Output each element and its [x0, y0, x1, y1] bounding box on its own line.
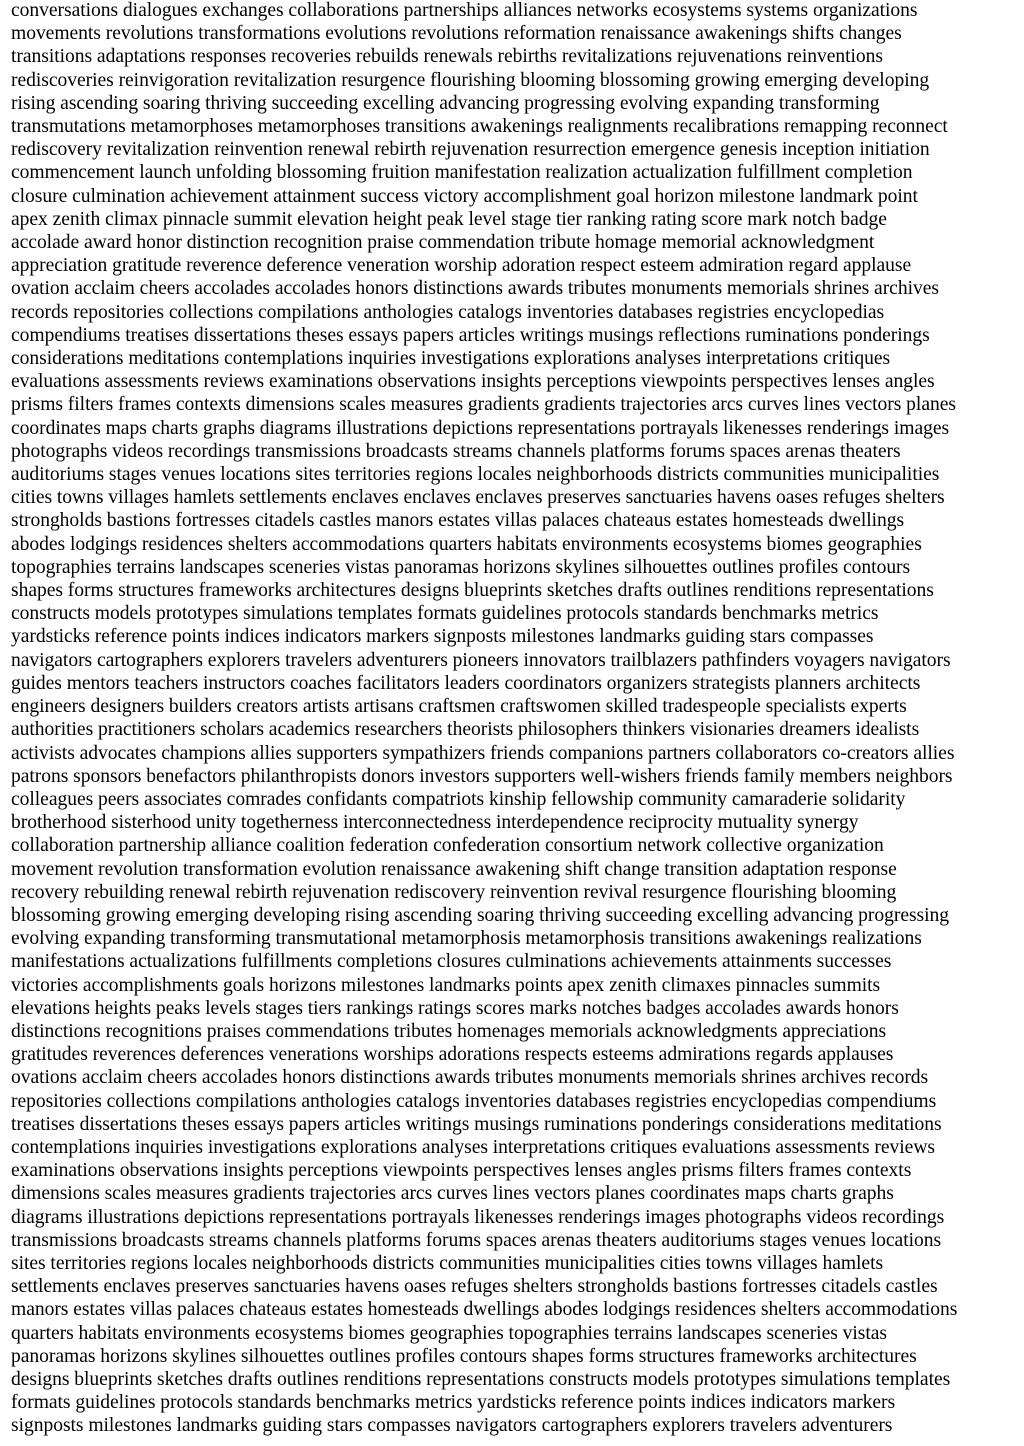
text-line: transitions adaptations responses recoveries rebuilds renewals rebirths revitalizations rejuvenations reinventions [11, 46, 883, 68]
text-line: closure culmination achievement attainment success victory accomplishment goal horizon milestone landmark point [11, 185, 918, 207]
text-line: prisms filters frames contexts dimensions scales measures gradients gradients trajectories arcs curves lines vectors planes [11, 394, 956, 416]
text-line: contemplations inquiries investigations explorations analyses interpretations critiques evaluations assessments reviews [11, 1136, 936, 1158]
text-line: engineers designers builders creators artists artisans craftsmen craftswomen skilled tradespeople specialists experts [11, 696, 907, 718]
text-line: rediscoveries reinvigoration revitalization resurgence flourishing blooming blossoming growing emerging developing [11, 69, 930, 91]
text-line: cities towns villages hamlets settlements enclaves enclaves enclaves preserves sanctuaries havens oases refuges shelters [11, 487, 945, 509]
text-line: ovations acclaim cheers accolades honors distinctions awards tributes monuments memorials shrines archives records [11, 1067, 929, 1089]
text-line: compendiums treatises dissertations theses essays papers articles writings musings reflections ruminations ponderings [11, 324, 930, 346]
text-line: authorities practitioners scholars academics researchers theorists philosophers thinkers visionaries dreamers idealists [11, 719, 920, 741]
text-line: blossoming growing emerging developing rising ascending soaring thriving succeeding excelling advancing progressing [11, 904, 950, 926]
text-line: ovation acclaim cheers accolades accolades honors distinctions awards tributes monuments memorials shrines archives [11, 278, 939, 300]
text-line: movements revolutions transformations evolutions revolutions reformation renaissance awakenings shifts changes [11, 23, 902, 45]
text-line: transmissions broadcasts streams channels platforms forums spaces arenas theaters auditoriums stages venues locations [11, 1229, 942, 1251]
text-line: settlements enclaves preserves sanctuaries havens oases refuges shelters strongholds bastions fortresses citadels castles [11, 1276, 938, 1298]
text-line: signposts milestones landmarks guiding stars compasses navigators cartographers explorers travelers adventurers [11, 1415, 893, 1437]
text-line: records repositories collections compilations anthologies catalogs inventories databases registries encyclopedias [11, 301, 885, 323]
text-line: victories accomplishments goals horizons milestones landmarks points apex zenith climaxes pinnacles summits [11, 974, 881, 996]
text-line: abodes lodgings residences shelters accommodations quarters habitats environments ecosystems biomes geographies [11, 533, 922, 555]
text-line: transmutations metamorphoses metamorphoses transitions awakenings realignments recalibrations remapping reconnect [11, 116, 948, 138]
body-text [11, 0, 1016, 1438]
text-line: evaluations assessments reviews examinations observations insights perceptions viewpoints perspectives lenses angles [11, 371, 935, 393]
text-line: formats guidelines protocols standards benchmarks metrics yardsticks reference points indices indicators markers [11, 1392, 896, 1414]
text-line: collaboration partnership alliance coalition federation confederation consortium network collective organization [11, 835, 884, 857]
text-line: distinctions recognitions praises commendations tributes homenages memorials acknowledgments appreciations [11, 1020, 887, 1042]
text-line: diagrams illustrations depictions representations portrayals likenesses renderings images photographs videos recordings [11, 1206, 945, 1228]
text-line: colleagues peers associates comrades confidants compatriots kinship fellowship community camaraderie solidarity [11, 788, 906, 810]
text-line: topographies terrains landscapes sceneries vistas panoramas horizons skylines silhouettes outlines profiles contours [11, 556, 911, 578]
text-line: coordinates maps charts graphs diagrams illustrations depictions representations portrayals likenesses renderings images [11, 417, 950, 439]
text-line: accolade award honor distinction recognition praise commendation tribute homage memorial acknowledgment [11, 232, 875, 254]
text-line: appreciation gratitude reverence deference veneration worship adoration respect esteem admiration regard applause [11, 255, 912, 277]
text-line: elevations heights peaks levels stages tiers rankings ratings scores marks notches badges accolades awards honors [11, 997, 899, 1019]
text-line: navigators cartographers explorers travelers adventurers pioneers innovators trailblazers pathfinders voyagers navigators [11, 649, 951, 671]
text-line: evolving expanding transforming transmutational metamorphosis metamorphosis transitions awakenings realizations [11, 928, 922, 950]
text-line: photographs videos recordings transmissions broadcasts streams channels platforms forums spaces arenas theaters [11, 440, 901, 462]
text-line: commencement launch unfolding blossoming fruition manifestation realization actualization fulfillment completion [11, 162, 913, 184]
text-line: examinations observations insights perceptions viewpoints perspectives lenses angles prisms filters frames contexts [11, 1160, 912, 1182]
text-line: strongholds bastions fortresses citadels castles manors estates villas palaces chateaus estates homesteads dwellings [11, 510, 905, 532]
text-line: quarters habitats environments ecosystems biomes geographies topographies terrains landscapes sceneries vistas [11, 1322, 887, 1344]
text-line: manifestations actualizations fulfillments completions closures culminations achievements attainments successes [11, 951, 892, 973]
text-line: dimensions scales measures gradients trajectories arcs curves lines vectors planes coordinates maps charts graphs [11, 1183, 894, 1205]
text-line: recovery rebuilding renewal rebirth rejuvenation rediscovery reinvention revival resurgence flourishing blooming [11, 881, 897, 903]
text-line: manors estates villas palaces chateaus estates homesteads dwellings abodes lodgings residences shelters accommodations [11, 1299, 958, 1321]
text-line: patrons sponsors benefactors philanthropists donors investors supporters well-wishers friends family members neighbors [11, 765, 953, 787]
text-line: rising ascending soaring thriving succeeding excelling advancing progressing evolving expanding transforming [11, 92, 880, 114]
text-line: treatises dissertations theses essays papers articles writings musings ruminations ponderings considerations meditations [11, 1113, 942, 1135]
text-line: constructs models prototypes simulations templates formats guidelines protocols standards benchmarks metrics [11, 603, 879, 625]
text-line: sites territories regions locales neighborhoods districts communities municipalities cities towns villages hamlets [11, 1252, 884, 1274]
text-line: brotherhood sisterhood unity togetherness interconnectedness interdependence reciprocity mutuality synergy [11, 812, 859, 834]
text-line: rediscovery revitalization reinvention renewal rebirth rejuvenation resurrection emergence genesis inception initiation [11, 139, 930, 161]
text-line: gratitudes reverences deferences venerations worships adorations respects esteems admirations regards applauses [11, 1044, 894, 1066]
text-line: repositories collections compilations anthologies catalogs inventories databases registries encyclopedias compendiums [11, 1090, 937, 1112]
text-line: panoramas horizons skylines silhouettes outlines profiles contours shapes forms structures frameworks architectures [11, 1345, 917, 1367]
text-line: activists advocates champions allies supporters sympathizers friends companions partners collaborators co-creators allies [11, 742, 955, 764]
text-line: guides mentors teachers instructors coaches facilitators leaders coordinators organizers strategists planners architects [11, 672, 921, 694]
text-line: apex zenith climax pinnacle summit elevation height peak level stage tier ranking rating score mark notch badge [11, 208, 887, 230]
text-line: shapes forms structures frameworks architectures designs blueprints sketches drafts outlines renditions representations [11, 580, 934, 602]
text-line: conversations dialogues exchanges collaborations partnerships alliances networks ecosystems systems organizations [11, 0, 918, 21]
text-line: yardsticks reference points indices indicators markers signposts milestones landmarks guiding stars compasses [11, 626, 874, 648]
text-line: auditoriums stages venues locations sites territories regions locales neighborhoods districts communities municipalities [11, 464, 940, 486]
text-line: movement revolution transformation evolution renaissance awakening shift change transition adaptation response [11, 858, 897, 880]
text-line: considerations meditations contemplations inquiries investigations explorations analyses interpretations critiques [11, 348, 891, 370]
text-line: designs blueprints sketches drafts outlines renditions representations constructs models prototypes simulations templates [11, 1368, 951, 1390]
